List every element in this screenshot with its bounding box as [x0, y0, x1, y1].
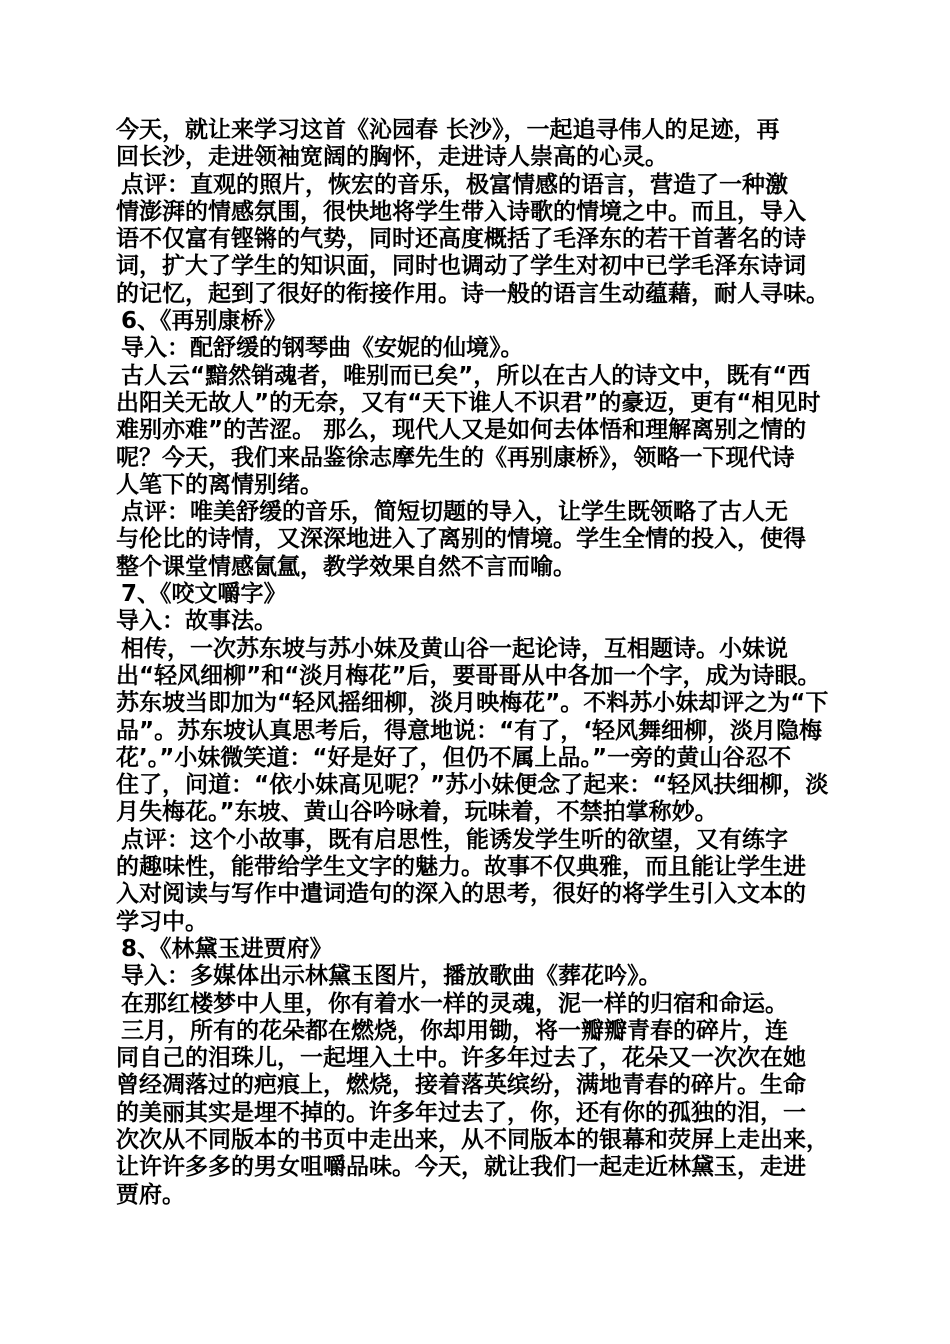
text-line: 难别亦难”的苦涩。 那么，现代人又是如何去体悟和理解离别之情的: [116, 417, 807, 444]
text-line: 点评：这个小故事，既有启思性，能诱发学生听的欲望，又有练字: [121, 826, 788, 853]
document-body: [116, 117, 846, 1209]
text-line: 今天，就让来学习这首《沁园春 长沙》，一起追寻伟人的足迹，再: [116, 117, 780, 143]
text-line: 7、《咬文嚼字》: [121, 581, 287, 608]
text-line: 回长沙，走进领袖宽阔的胸怀，走进诗人崇高的心灵。: [116, 144, 668, 171]
text-line: 学习中。: [116, 908, 208, 935]
text-line: 人笔下的离情别绪。: [116, 471, 323, 498]
text-line: 月失梅花。”东坡、黄山谷吟咏着，玩味着，不禁拍掌称妙。: [116, 799, 718, 826]
text-line: 与伦比的诗情，又深深地进入了离别的情境。学生全情的投入，使得: [116, 526, 806, 553]
text-line: 入对阅读与写作中遣词造句的深入的思考，很好的将学生引入文本的: [116, 881, 806, 908]
text-line: 同自己的泪珠儿，一起埋入土中。许多年过去了，花朵又一次次在她: [116, 1045, 806, 1072]
text-line: 出阳关无故人”的无奈，又有“天下谁人不识君”的豪迈，更有“相见时: [116, 389, 821, 416]
text-line: 次次从不同版本的书页中走出来，从不同版本的银幕和荧屏上走出来，: [116, 1126, 829, 1153]
text-line: 导入：配舒缓的钢琴曲《安妮的仙境》。: [121, 335, 524, 362]
text-line: 相传，一次苏东坡与苏小妹及黄山谷一起论诗，互相题诗。小妹说: [121, 635, 788, 662]
text-line: 在那红楼梦中人里，你有着水一样的灵魂，泥一样的归宿和命运。: [121, 990, 788, 1017]
text-line: 三月，所有的花朵都在燃烧，你却用锄，将一瓣瓣青春的碎片，连: [121, 1017, 788, 1044]
text-line: 曾经凋落过的疤痕上，燃烧，接着落英缤纷，满地青春的碎片。生命: [116, 1072, 806, 1099]
text-line: 呢？今天，我们来品鉴徐志摩先生的《再别康桥》，领略一下现代诗: [116, 444, 795, 471]
text-line: 花’。”小妹微笑道：“好是好了，但仍不属上品。”一旁的黄山谷忍不: [116, 744, 792, 771]
text-line: 点评：唯美舒缓的音乐，简短切题的导入，让学生既领略了古人无: [121, 499, 788, 526]
text-line: 的记忆，起到了很好的衔接作用。诗一般的语言生动蕴藉，耐人寻味。: [116, 280, 829, 307]
text-line: 点评：直观的照片，恢宏的音乐，极富情感的语言，营造了一种激: [121, 171, 788, 198]
text-line: 语不仅富有铿锵的气势，同时还高度概括了毛泽东的若干首著名的诗: [116, 226, 806, 253]
text-line: 的美丽其实是埋不掉的。许多年过去了，你，还有你的孤独的泪，一: [116, 1099, 806, 1126]
text-line: 的趣味性，能带给学生文字的魅力。故事不仅典雅，而且能让学生进: [116, 854, 806, 881]
text-line: 词，扩大了学生的知识面，同时也调动了学生对初中已学毛泽东诗词: [116, 253, 806, 280]
text-line: 让许许多多的男女咀嚼品味。今天，就让我们一起走近林黛玉，走进: [116, 1154, 806, 1181]
text-line: 品”。苏东坡认真思考后，得意地说：“有了，‘轻风舞细柳，淡月隐梅: [116, 717, 822, 744]
text-line: 古人云“黯然销魂者，唯别而已矣”，所以在古人的诗文中，既有“西: [121, 362, 811, 389]
text-line: 情澎湃的情感氛围，很快地将学生带入诗歌的情境之中。而且，导入: [116, 198, 806, 225]
text-line: 导入：故事法。: [116, 608, 277, 635]
text-line: 导入：多媒体出示林黛玉图片，播放歌曲《葬花吟》。: [121, 963, 662, 990]
text-line: 8、《林黛玉进贾府》: [121, 935, 333, 962]
text-line: 6、《再别康桥》: [121, 308, 287, 335]
text-line: 苏东坡当即加为“轻风摇细柳，淡月映梅花”。不料苏小妹却评之为“下: [116, 690, 829, 717]
text-line: 贾府。: [116, 1181, 185, 1208]
text-line: 整个课堂情感氤氲，教学效果自然不言而喻。: [116, 553, 576, 580]
text-line: 出“轻风细柳”和“淡月梅花”后，要哥哥从中各加一个字，成为诗眼。: [116, 662, 821, 689]
text-line: 住了，问道：“依小妹高见呢？”苏小妹便念了起来：“轻风扶细柳，淡: [116, 772, 829, 799]
